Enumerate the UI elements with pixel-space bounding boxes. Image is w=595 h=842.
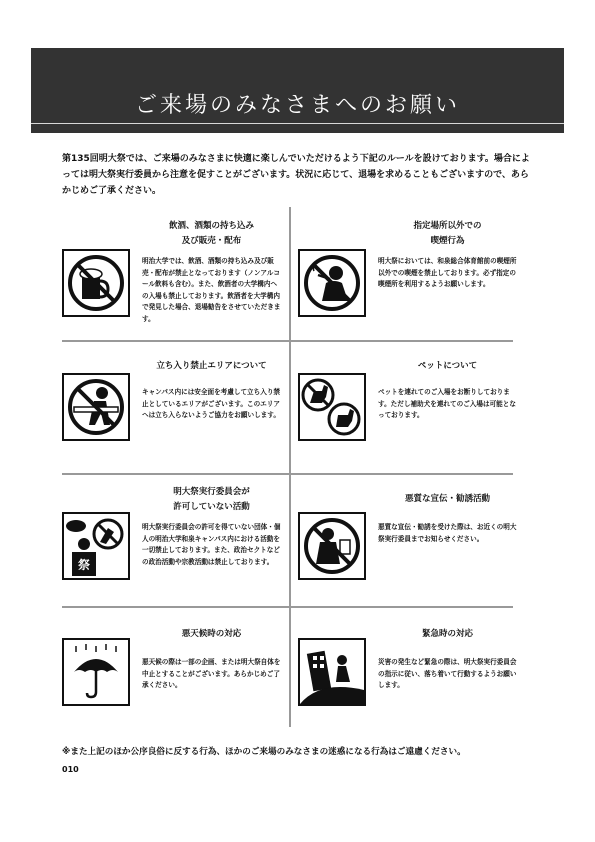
rule-title: 悪天候時の対応 xyxy=(181,629,242,639)
rule-smoking xyxy=(298,215,523,345)
rule-body: 明大祭実行委員会の許可を得ていない団体・個人の明治大学和泉キャンパス内における活動を一切禁止しております。また、政治セクトなどの政治活動や宗教活動は禁止しております。 xyxy=(142,523,281,566)
rule-emergency xyxy=(298,620,523,750)
rule-solicitation xyxy=(298,485,523,615)
footer-note: ※また上記のほか公序良俗に反する行為、ほかのご来場のみなさまの迷惑になる行為はご遠慮ください。 xyxy=(62,747,466,757)
rule-bad-weather xyxy=(62,620,287,750)
rule-title: 指定場所以外での 喫煙行為 xyxy=(413,221,482,246)
rule-title: 緊急時の対応 xyxy=(421,629,473,639)
umbrella-icon xyxy=(62,638,130,706)
rule-title: 悪質な宣伝・勧誘活動 xyxy=(404,494,490,504)
rule-body: 悪天候の際は一部の企画、または明大祭自体を中止とすることがございます。あらかじめご了承ください。 xyxy=(142,658,281,690)
rule-title: ペットについて xyxy=(417,361,478,371)
rule-body: ペットを連れてのご入場をお断りしております。ただし補助犬を連れてのご入場は可能となっております。 xyxy=(378,388,516,420)
intro-paragraph: 第135回明大祭では、ご来場のみなさまに快適に楽しんでいただけるよう下記のルールを設けております。場合によっては明大祭実行委員から注意を促すことがございます。状況に応じて、退場を求めることもございますので、あらかじめご了承ください。 xyxy=(62,154,530,196)
no-alcohol-icon xyxy=(62,249,130,317)
emergency-icon xyxy=(298,638,366,706)
page-title: ご来場のみなさまへのお願い xyxy=(134,93,460,118)
rule-alcohol xyxy=(62,215,287,345)
banner-divider xyxy=(31,123,564,124)
no-smoking-icon xyxy=(298,249,366,317)
pets-icon xyxy=(298,373,366,441)
rule-pets xyxy=(298,355,523,485)
page-number: 010 xyxy=(62,765,79,774)
title-banner xyxy=(31,48,564,133)
rule-body: 災害の発生など緊急の際は、明大祭実行委員会の指示に従い、落ち着いて行動するようお願いします。 xyxy=(378,658,517,690)
festival-badge-text: 祭 xyxy=(77,558,91,572)
rule-body: 明治大学では、飲酒、酒類の持ち込み及び販売・配布が禁止となっております（ノンアルコール飲料も含む）。また、飲酒者の大学構内への入場も禁止しております。飲酒者を大学構内で発見した場合、退場勧告をさせていただきます。 xyxy=(142,257,281,323)
rule-title: 立ち入り禁止エリアについて xyxy=(156,361,267,371)
rule-body: キャンパス内には安全面を考慮して立ち入り禁止としているエリアがございます。このエリアへは立ち入らないようご協力をお願いします。 xyxy=(142,388,281,420)
rule-unauthorized-activity xyxy=(62,485,287,615)
rule-title: 飲酒、酒類の持ち込み 及び販売・配布 xyxy=(168,221,254,246)
no-unauthorized-activity-icon xyxy=(62,512,130,580)
no-solicitation-icon xyxy=(298,512,366,580)
rule-title: 明大祭実行委員会が 許可していない活動 xyxy=(173,487,250,512)
grid-vertical-divider xyxy=(289,207,291,727)
rule-body: 悪質な宣伝・勧誘を受けた際は、お近くの明大祭実行委員までお知らせください。 xyxy=(378,523,517,543)
rule-body: 明大祭においては、和泉総合体育館前の喫煙所以外での喫煙を禁止しております。必ず指定の喫煙所を利用するようお願いします。 xyxy=(378,257,517,289)
rule-restricted-area xyxy=(62,355,287,485)
no-entry-icon xyxy=(62,373,130,441)
